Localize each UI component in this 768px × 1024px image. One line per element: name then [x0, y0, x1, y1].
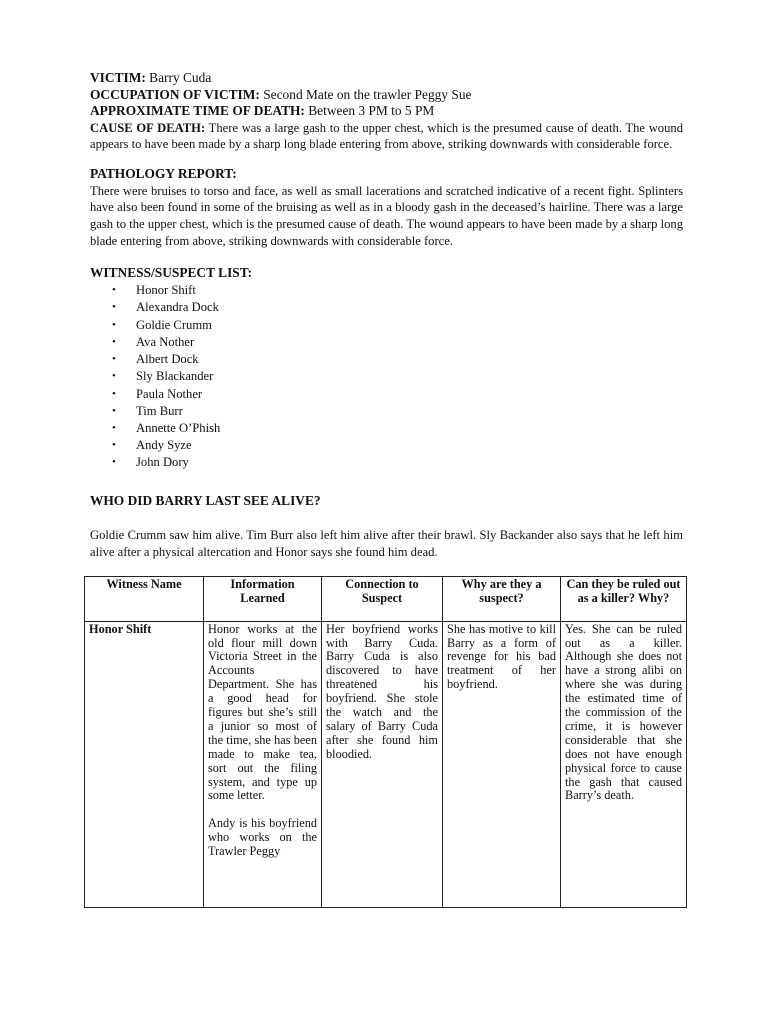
- column-header-connection: Connection to Suspect: [322, 576, 443, 621]
- connection-cell: Her boyfriend works with Barry Cuda. Barry Cuda is also discovered to have threatened his boyfriend. She stole the watch and the salary of Barry Cuda after she found him bloodied.: [322, 621, 443, 907]
- column-header-why-suspect: Why are they a suspect?: [443, 576, 561, 621]
- witness-name-cell: Honor Shift: [85, 621, 204, 907]
- information-paragraph: Andy is his boyfriend who works on the Trawler Peggy: [208, 816, 317, 859]
- column-header-ruled-out: Can they be ruled out as a killer? Why?: [561, 576, 687, 621]
- list-item: • Andy Syze: [112, 437, 683, 454]
- pathology-heading: PATHOLOGY REPORT:: [90, 166, 237, 182]
- victim-value: Barry Cuda: [149, 70, 212, 85]
- last-seen-text: Goldie Crumm saw him alive. Tim Burr also left him alive after their brawl. Sly Backander also says that he left him alive after a physical altercation and Honor says she found him dead.: [90, 528, 683, 559]
- victim-line: [90, 70, 683, 87]
- table-row: [85, 621, 687, 907]
- suspect-list: [90, 282, 683, 471]
- list-item: • Annette O’Phish: [112, 420, 683, 437]
- ruled-out-cell: Yes. She can be ruled out as a killer. Although she does not have a strong alibi on where she was during the estimated time of the commission of the crime, it is however considerable that she does not have enough physical force to cause the gash that caused Barry’s death.: [561, 621, 687, 907]
- column-header-witness-name: Witness Name: [85, 576, 204, 621]
- suspect-list-heading: WITNESS/SUSPECT LIST:: [90, 264, 253, 280]
- list-item: • Ava Nother: [112, 334, 683, 351]
- table-header-row: [85, 576, 687, 621]
- information-learned-cell: [204, 621, 322, 907]
- suspect-table: [84, 576, 687, 908]
- cause-of-death-paragraph: [90, 120, 683, 154]
- list-item: • Goldie Crumm: [112, 317, 683, 334]
- list-item: • Honor Shift: [112, 282, 683, 299]
- list-item: • Sly Blackander: [112, 368, 683, 385]
- column-header-information-learned: Information Learned: [204, 576, 322, 621]
- cause-of-death-label: CAUSE OF DEATH:: [90, 120, 206, 135]
- time-of-death-line: [90, 103, 683, 120]
- information-paragraph: Honor works at the old flour mill down Victoria Street in the Accounts Department. She has a good head for figures but she’s still a junior so most of the time, she has been made to make tea, sort out the filing system, and type up some letter.: [208, 621, 317, 803]
- occupation-value: Second Mate on the trawler Peggy Sue: [263, 86, 472, 102]
- time-of-death-label: APPROXIMATE TIME OF DEATH:: [90, 103, 305, 118]
- list-item: • Albert Dock: [112, 351, 683, 368]
- list-item: • Alexandra Dock: [112, 299, 683, 316]
- victim-label: VICTIM:: [90, 70, 146, 85]
- occupation-label: OCCUPATION OF VICTIM:: [90, 86, 260, 102]
- list-item: • Tim Burr: [112, 403, 683, 420]
- last-seen-heading: WHO DID BARRY LAST SEE ALIVE?: [90, 492, 321, 508]
- why-suspect-cell: She has motive to kill Barry as a form of revenge for his bad treatment of her boyfriend.: [443, 621, 561, 907]
- list-item: • John Dory: [112, 454, 683, 471]
- occupation-line: [90, 87, 683, 104]
- time-of-death-value: Between 3 PM to 5 PM: [308, 103, 435, 118]
- pathology-text: There were bruises to torso and face, as well as small lacerations and scratched indicative of a recent fight. Splinters have also been found in some of the bruising as well as in a bloody gash in the deceased’s hairline. There was a large gash to the upper chest, which is the presumed cause of death. The wound appears to have been made by a sharp long blade entering from above, striking downwards with considerable force.: [90, 183, 683, 248]
- list-item: • Paula Nother: [112, 386, 683, 403]
- cause-of-death-value: There was a large gash to the upper chest, which is the presumed cause of death. The wound appears to have been made by a sharp long blade entering from above, striking downwards with considerable force.: [90, 120, 683, 152]
